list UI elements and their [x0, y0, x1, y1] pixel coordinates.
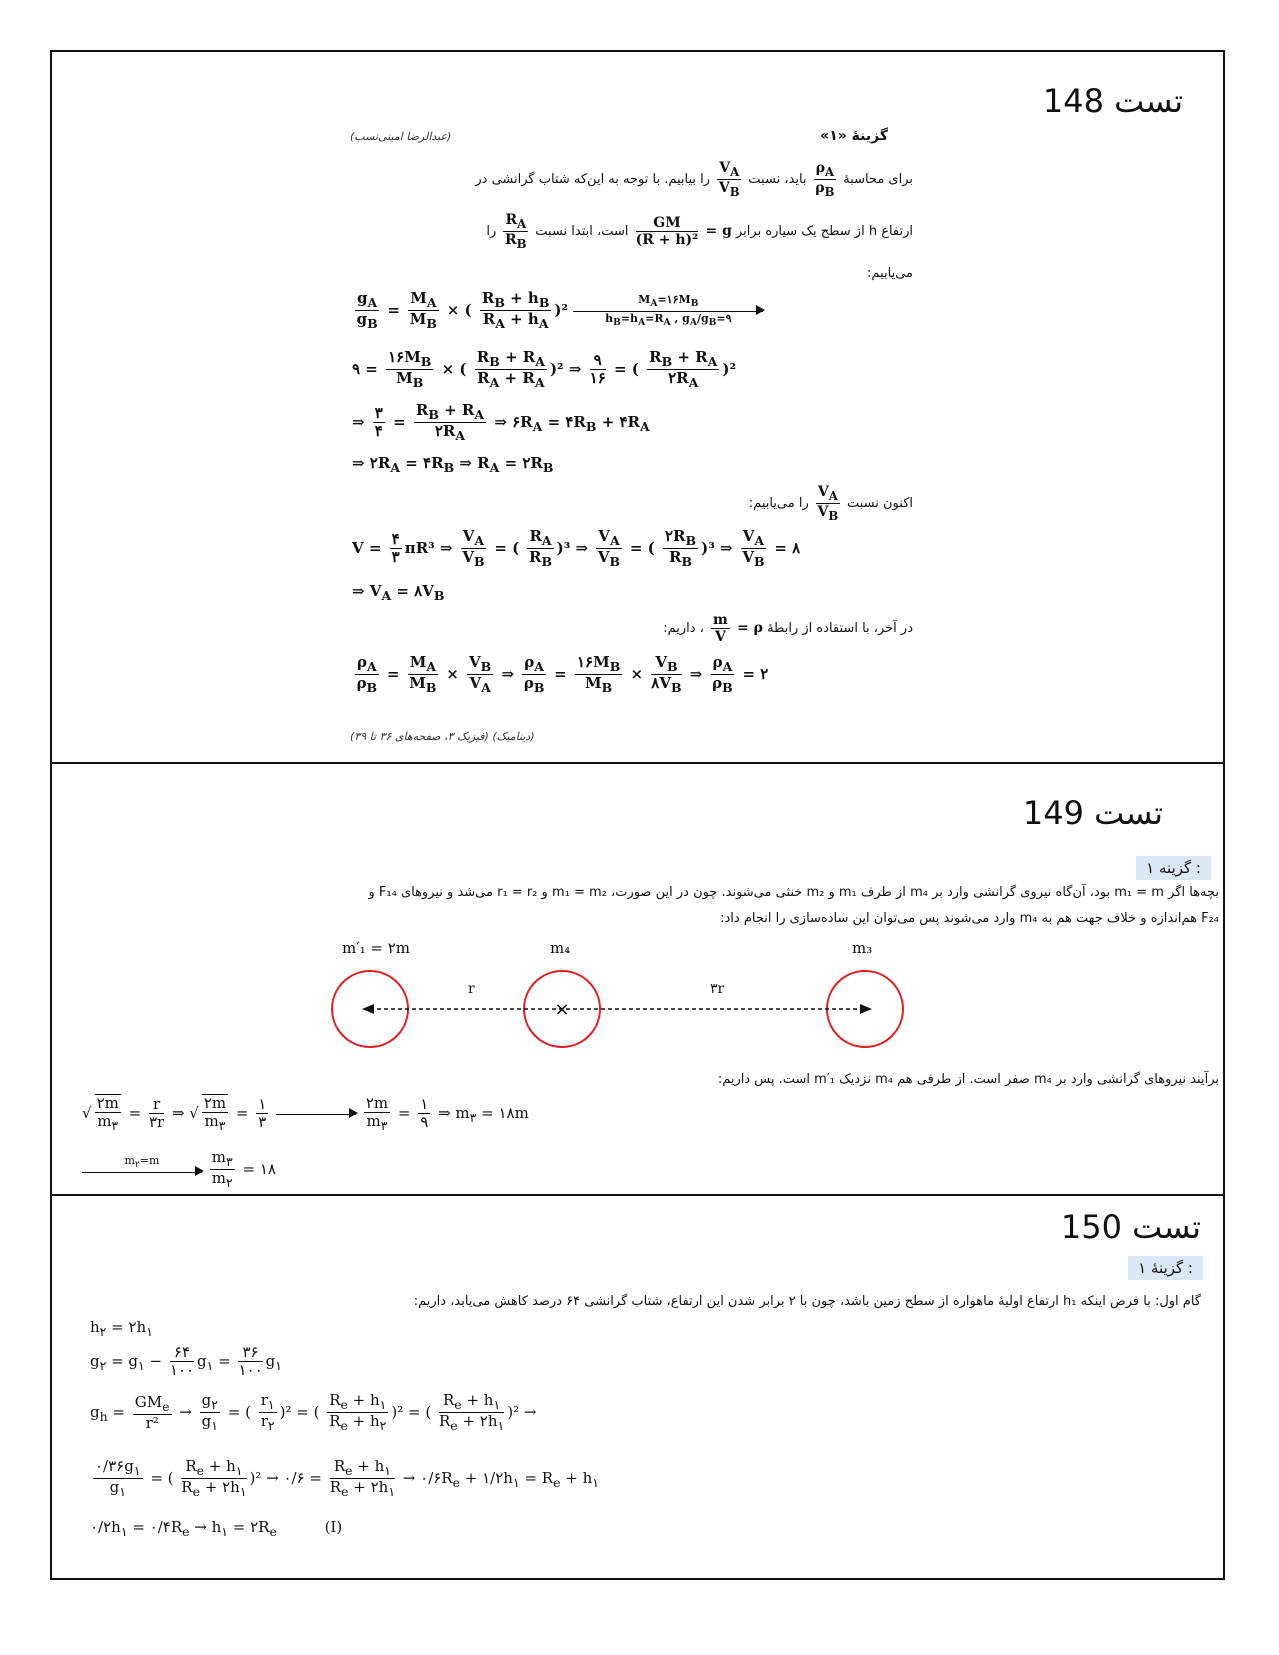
- option-highlight-150: : گزینهٔ ۱: [1128, 1256, 1203, 1280]
- distance-label-r: r: [468, 981, 475, 997]
- mass-label-m3: m₃: [852, 939, 873, 957]
- equation-149-1: √ $\frac{۲m}{m_۳}$ = $\frac{r}{۳r}$ ⇒ √ $\frac{۲m}{m_۳}$ = $\frac{۱}{۳}$ $\frac{۲m}{m_۳}$ = $\frac{۱}{۹}$ ⇒ $m_۳$ = ۱۸m: [82, 1093, 529, 1134]
- equation-150-3: $g_h$ = $\frac{GM_e}{\text{r²}}$ → $\frac{g_۲}{g_۱}$ = ( $\frac{r_۱}{r_۲}$ )² = ( $\frac{R_e + h_۱}{R_e + h_۲}$ )² = ( $\frac{R_e + h_۱}{R_e + ۲h_۱}$ )² →: [90, 1391, 537, 1434]
- diagram-graphic: [322, 939, 922, 1064]
- equation-6: ⇒ $V_A$ = $۸V_B$: [352, 582, 445, 603]
- mass-diagram: [322, 939, 922, 1064]
- step-1: گام اول: با فرض اینکه h₁ ارتفاع اولیهٔ ماهواره از سطح زمین باشد، چون با ۲ برابر شدن این ارتفاع، شتاب گرانشی ۶۴ درصد کاهش می‌یابد، داریم:: [413, 1294, 1201, 1309]
- paragraph-5: در آخر، با استفاده از رابطهٔ ρ = $\frac{m}{V}$ ، داریم:: [663, 612, 913, 646]
- explanation-line-2: F₂₄ هم‌اندازه و خلاف جهت هم به m₄ وارد می‌شوند پس می‌توان این ساده‌سازی را انجام داد:: [720, 911, 1219, 926]
- arrow-right-icon: [860, 1004, 872, 1014]
- equation-7: $\frac{\rho_A}{\rho_B}$ = $\frac{M_A}{M_B}$ × $\frac{V_B}{V_A}$ ⇒ $\frac{\rho_A}{\rho_B}$ = $\frac{۱۶M_B}{M_B}$ × $\frac{V_B}{۸V_B}$ ⇒ $\frac{\rho_A}{\rho_B}$ = ۲: [356, 653, 769, 696]
- equation-150-2: $g_۲ = g_۱$ − $\frac{۶۴}{۱۰۰}$ $g_۱$ = $\frac{۳۶}{۱۰۰}$ $g_۱$: [90, 1343, 282, 1380]
- equation-150-5: $۰/۲h_۱$ = $۰/۴R_e \to h_۱$ = $۲R_e$ (I): [90, 1518, 343, 1539]
- question-150-title: تست 150: [1060, 1208, 1201, 1246]
- explanation: [59, 880, 1219, 932]
- question-149: [52, 764, 1223, 1196]
- paragraph-4: اکنون نسبت $\frac{V_A}{V_B}$ را می‌یابیم:: [748, 484, 913, 524]
- question-148-title: تست 148: [1042, 82, 1183, 120]
- question-149-title: تست 149: [1022, 794, 1163, 832]
- paragraph-3: می‌یابیم:: [867, 266, 913, 281]
- equation-5: V = $\frac{۴}{۳}$ πR³ ⇒ $\frac{V_A}{V_B}$ = ( $\frac{R_A}{R_B}$ )³ ⇒ $\frac{V_A}{V_B}$ = ( $\frac{۲R_B}{R_B}$ )³ ⇒ $\frac{V_A}{V_B}$ = ۸: [352, 527, 801, 570]
- answer-sheet: [50, 50, 1225, 1580]
- equation-149-2: $m_۲=m$ $\frac{m_۳}{m_۲}$ = ۱۸: [82, 1149, 276, 1191]
- explanation-line-1: بچه‌ها اگر m₁ = m بود، آن‌گاه نیروی گرانشی وارد بر m₄ از طرف m₁ و m₂ خنثی می‌شوند. چون در این صورت، m₁ = m₂ و r₁ = r₂ می‌شد و نیروهای F₁₄ و: [368, 885, 1219, 900]
- equation-2: ۹ = $\frac{۱۶M_B}{M_B}$ × ( $\frac{R_B + R_A}{R_A + R_A}$ )² ⇒ $\frac{۹}{۱۶}$ = ( $\frac{R_B + R_A}{۲R_A}$ )²: [352, 348, 737, 391]
- paragraph-1: برای محاسبهٔ $\frac{\rho_A}{\rho_B}$ باید، نسبت $\frac{V_A}{V_B}$ را بیابیم. با توجه به این‌که شتاب گرانشی در: [475, 160, 913, 200]
- option-label: گزینهٔ «۱»: [820, 128, 888, 144]
- equation-150-1: $h_۲$ = $۲h_۱$: [90, 1318, 153, 1339]
- option-highlight: : گزینه ۱: [1136, 856, 1211, 880]
- equation-4: ⇒ $۲R_A$ = $۴R_B$ ⇒ $R_A$ = $۲R_B$: [352, 454, 554, 475]
- explanation-line-3: برآیند نیروهای گرانشی وارد بر m₄ صفر است. از طرفی هم m₄ نزدیک m′₁ است. پس داریم:: [717, 1072, 1219, 1087]
- paragraph-2: ارتفاع h از سطح یک سیاره برابر g = $\frac{GM}{\text{(R + h)²}}$ است، ابتدا نسبت $\frac{R_A}{R_B}$ را: [486, 212, 913, 252]
- question-150: [52, 1196, 1223, 1580]
- equation-3: ⇒ $\frac{۳}{۴}$ = $\frac{R_B + R_A}{۲R_A}$ ⇒ $۶R_A$ = $۴R_B$ + $۴R_A$: [352, 401, 650, 444]
- question-148: [52, 52, 1223, 764]
- reference: (دینامیک) (فیزیک ۳، صفحه‌های ۳۶ تا ۳۹): [350, 730, 535, 743]
- distance-label-3r: ۳r: [710, 981, 725, 997]
- arrow-left-icon: [362, 1004, 374, 1014]
- equation-1: $\frac{g_A}{g_B}$ = $\frac{M_A}{M_B}$ × ( $\frac{R_B + h_B}{R_A + h_A}$ )² $\frac{M_A=۱۶M_B}{h_B=h_A=R_A , g_A/g_B=۹}$: [352, 290, 763, 332]
- author: (عبدالرضا امینی‌نسب): [350, 130, 452, 143]
- mass-label-m1: m′₁ = ۲m: [342, 939, 411, 957]
- equation-150-4: $\frac{۰/۳۶g_۱}{g_۱}$ = ( $\frac{R_e + h_۱}{R_e + ۲h_۱}$ )² → ۰/۶ = $\frac{R_e + h_۱}{R_e + ۲h_۱}$ → $۰/۶R_e$ + $۱/۲h_۱ = R_e + h_۱$: [95, 1457, 599, 1500]
- cross-icon: ×: [554, 999, 570, 1020]
- mass-label-m4: m₄: [550, 939, 571, 957]
